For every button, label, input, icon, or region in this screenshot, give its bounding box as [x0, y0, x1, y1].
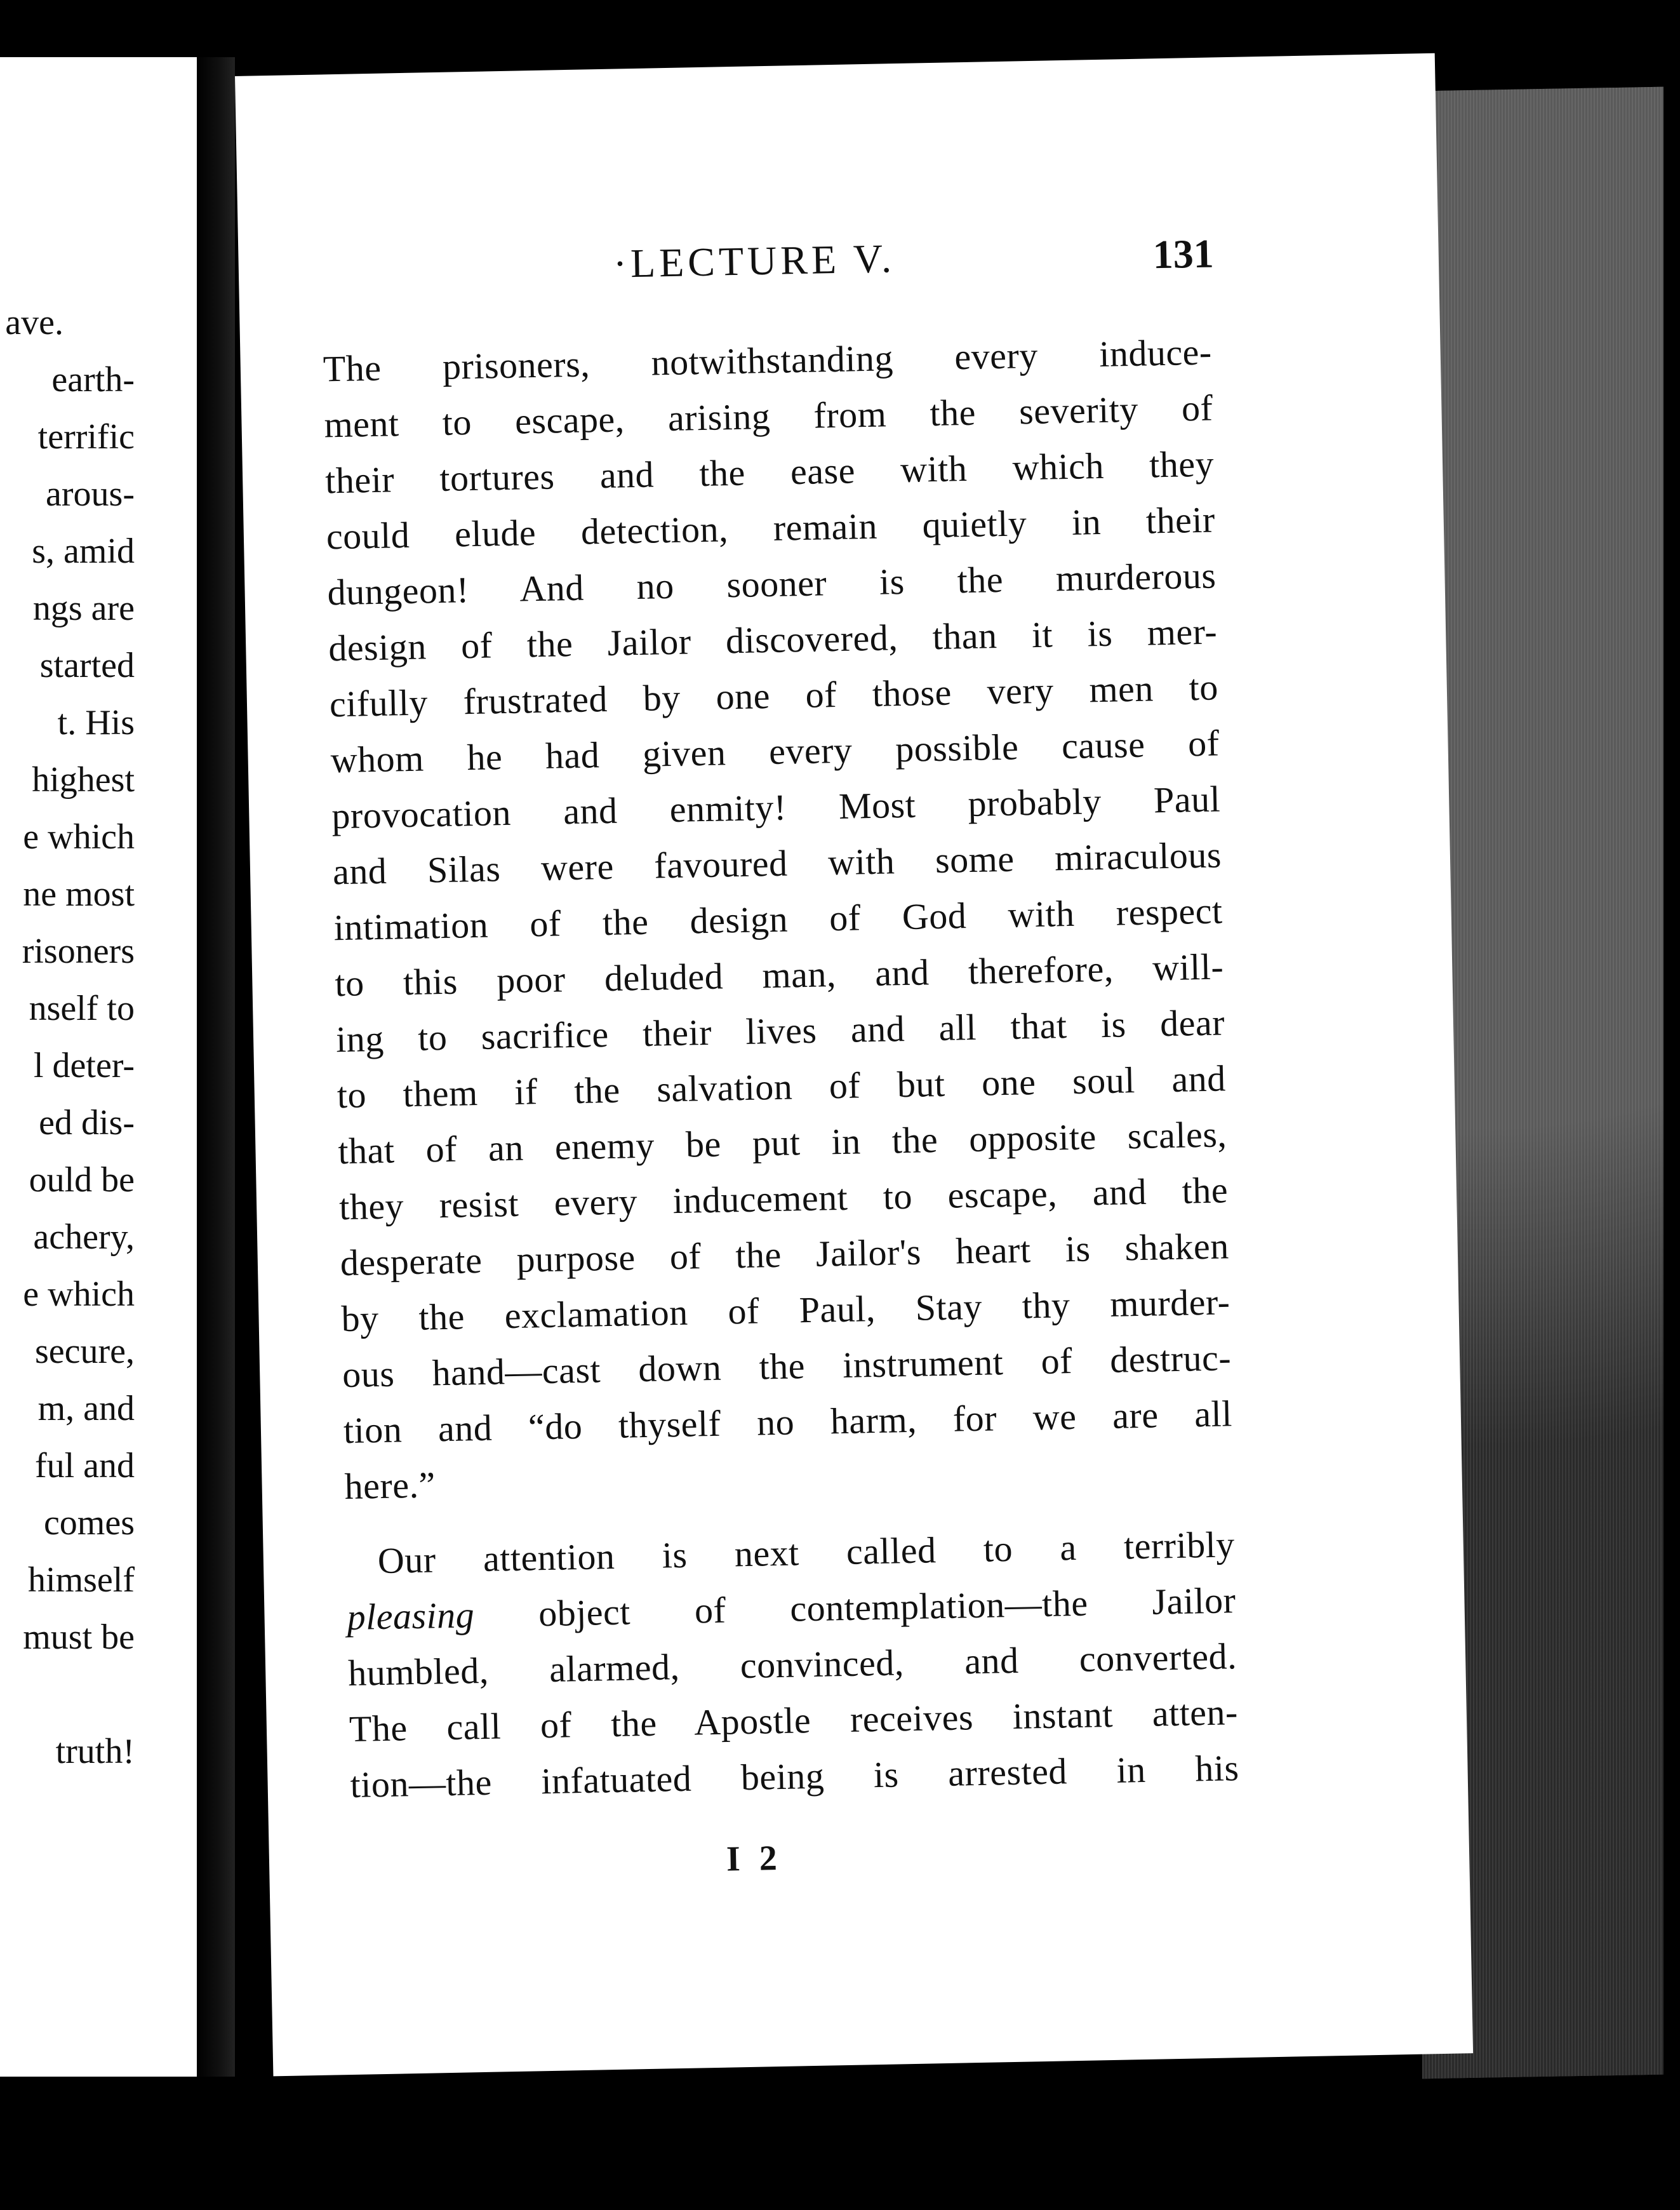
left-line: arous- [46, 474, 135, 514]
body-text [323, 325, 1239, 1813]
left-line: ed dis- [39, 1103, 135, 1142]
page-number: 131 [1152, 231, 1215, 278]
left-line: e which [23, 817, 135, 857]
left-line: ould be [29, 1160, 135, 1200]
text-line: The call of the Apostle receives instant atten- [349, 1691, 1239, 1750]
text-line: humbled, alarmed, convinced, and converted. [347, 1635, 1237, 1694]
text-line: to them if the salvation of but one soul and [337, 1057, 1227, 1116]
left-line: terrific [37, 417, 135, 457]
text-line: ing to sacrifice their lives and all that is dear [335, 1001, 1225, 1061]
left-line: must be [23, 1617, 135, 1657]
text-line: cifully frustrated by one of those very men to [329, 666, 1219, 725]
left-line: highest [32, 760, 135, 800]
text-line: ment to escape, arising from the severity of [323, 387, 1213, 446]
left-line: t. His [57, 703, 135, 742]
left-line: l deter- [33, 1046, 135, 1085]
text-segment: object of contemplation—the Jailor [474, 1579, 1236, 1636]
text-line: that of an enemy be put in the opposite scales, [337, 1113, 1227, 1172]
left-line: secure, [34, 1332, 135, 1371]
left-line: ful and [34, 1446, 135, 1485]
text-line: intimation of the design of God with respect [333, 890, 1223, 949]
running-head: ·LECTURE V. [613, 236, 896, 286]
right-page [235, 53, 1473, 2077]
text-line: whom he had given every possible cause of [330, 722, 1220, 781]
left-line: m, and [37, 1389, 135, 1428]
text-line: Our attention is next called to a terribly [377, 1524, 1236, 1582]
text-line: dungeon! And no sooner is the murderous [327, 554, 1217, 613]
text-line: to this poor deluded man, and therefore, will- [334, 946, 1224, 1005]
text-line: tion—the infatuated being is arrested in his [350, 1747, 1240, 1806]
left-line: nself to [29, 989, 135, 1028]
signature-mark: I 2 [726, 1838, 783, 1879]
left-line: e which [23, 1275, 135, 1314]
left-line: ngs are [32, 589, 135, 628]
left-line: himself [28, 1560, 135, 1600]
text-line: tion and “do thyself no harm, for we are all [343, 1393, 1233, 1452]
text-line: by the exclamation of Paul, Stay thy murder- [340, 1281, 1230, 1340]
text-line: here.” [344, 1464, 436, 1508]
text-line: provocation and enmity! Most probably Paul [331, 778, 1221, 837]
left-line: ne most [23, 874, 135, 914]
left-line: achery, [33, 1217, 135, 1257]
left-line: started [39, 646, 135, 685]
italic-word: pleasing [346, 1594, 475, 1638]
text-line: The prisoners, notwithstanding every induce- [323, 331, 1213, 390]
text-line: their tortures and the ease with which they [324, 443, 1215, 502]
text-line: ous hand—cast down the instrument of destruc- [342, 1337, 1232, 1396]
left-line: truth! [55, 1732, 135, 1771]
text-line: could elude detection, remain quietly in their [326, 499, 1216, 558]
page-header [238, 225, 1439, 298]
left-line: comes [43, 1503, 135, 1543]
left-page [0, 57, 197, 2077]
book-spine [197, 57, 235, 2077]
text-line: they resist every inducement to escape, and the [338, 1169, 1229, 1228]
text-line: desperate purpose of the Jailor's heart is shaken [340, 1225, 1230, 1284]
left-line: earth- [51, 360, 135, 399]
text-line: design of the Jailor discovered, than it is mer- [328, 610, 1218, 669]
left-line: ave. [5, 303, 63, 342]
text-line: and Silas were favoured with some miraculous [332, 834, 1222, 893]
left-line: risoners [22, 932, 135, 971]
left-line: s, amid [32, 532, 135, 571]
